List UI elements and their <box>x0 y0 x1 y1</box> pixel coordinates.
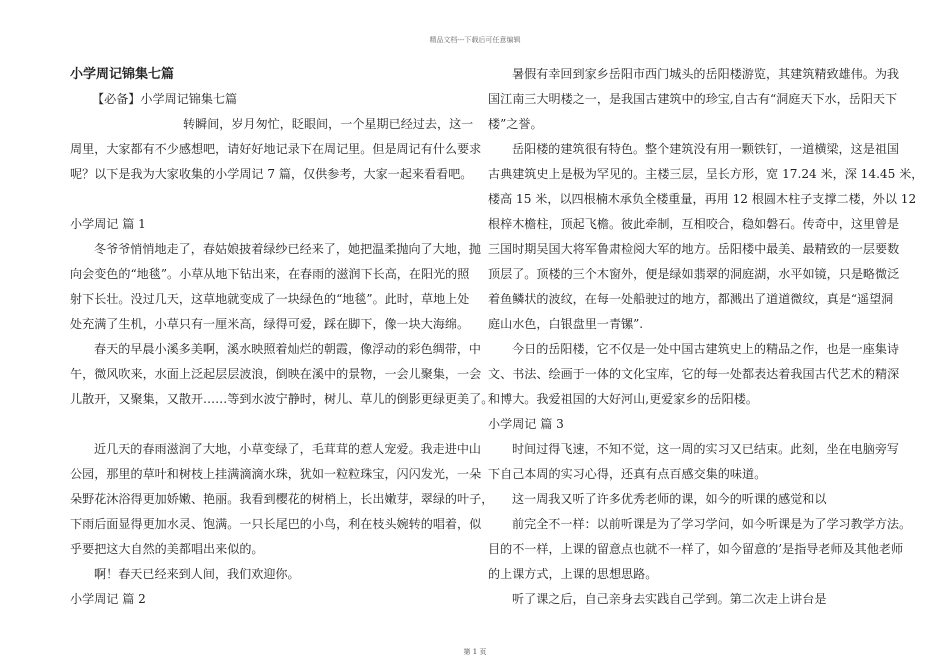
text-line: 转瞬间，岁月匆忙，眨眼间，一个星期已经过去，这一 <box>183 117 474 131</box>
text-line: 岳阳楼的建筑很有特色。整个建筑没有用一颗铁钉，一道横梁，这是祖国 <box>512 142 900 156</box>
text-line: 小学周记 篇 3 <box>488 417 564 431</box>
text-line: 根梓木檐柱，顶起飞檐。彼此牵制，互相咬合，稳如磐石。传奇中，这里曾是 <box>488 217 900 231</box>
text-line: 国江南三大明楼之一，是我国古建筑中的珍宝,自古有“洞庭天下水，岳阳天下 <box>488 92 898 106</box>
text-line: 啊！春天已经来到人间，我们欢迎你。 <box>94 567 300 581</box>
text-line: 公园，那里的草叶和树枝上挂满滴滴水珠，犹如一粒粒珠宝，闪闪发光，一朵 <box>70 467 482 481</box>
text-line: 春天的早晨小溪多美啊，溪水映照着灿烂的朝霞，像浮动的彩色绸带，中 <box>94 342 482 356</box>
text-line: 下雨后面显得更加水灵、饱满。一只长尾巴的小鸟，利在枝头婉转的唱着，似 <box>70 517 482 531</box>
document-title: 小学周记锦集七篇 <box>70 67 175 82</box>
text-line: 庭山水色，白银盘里一青镙”. <box>488 317 644 331</box>
text-line: 下自己本周的实习心得，还真有点百感交集的味道。 <box>488 467 767 481</box>
text-line: 着鱼鳞状的波纹，在每一处船驶过的地方，都溅出了道道微纹，真是“遥望洞 <box>488 292 894 306</box>
text-line: 呢？以下是我为大家收集的小学周记 7 篇，仅供参考，大家一起来看看吧。 <box>70 167 473 181</box>
page-header: 精品文档---下载后可任意编辑 <box>429 36 521 44</box>
text-line: 楼”之誉。 <box>488 117 543 131</box>
text-line: 乎要把这大自然的美都唱出来似的。 <box>70 542 264 556</box>
text-line: 楼高 15 米，以四根楠木承负全楼重量，再用 12 根圆木柱子支撑二楼，外以 12 <box>488 192 917 206</box>
text-line: 这一周我又听了许多优秀老师的课，如今的听课的感觉和以 <box>512 492 827 506</box>
text-line: 近几天的春雨滋润了大地，小草变绿了，毛茸茸的惹人宠爱。我走进中山 <box>94 442 482 456</box>
text-line: 三国时期吴国大将军鲁肃检阅大军的地方。岳阳楼中最美、最精致的一层要数 <box>488 242 900 256</box>
left-column <box>70 62 494 612</box>
blank-line <box>70 412 462 437</box>
text-line: 小学周记 篇 2 <box>70 592 146 606</box>
text-line: 听了课之后，自己亲身去实践自己学到。第二次走上讲台是 <box>512 592 827 606</box>
text-line: 文、书法、绘画于一体的文化宝库，它的每一处都表达着我国古代艺术的精深 <box>488 367 900 381</box>
text-line: 暑假有幸回到家乡岳阳市西门城头的岳阳楼游览，其建筑精致雄伟。为我 <box>512 67 900 81</box>
text-line: 的上课方式，上课的思想思路。 <box>488 567 658 581</box>
text-line: 古典建筑史上是极为罕见的。主楼三层，呈长方形，宽 17.24 米，深 14.45 米， <box>488 167 924 181</box>
text-line: 顶层了。顶楼的三个木窗外，便是绿如翡翠的洞庭湖，水平如镜，只是略微泛 <box>488 267 900 281</box>
right-column <box>488 62 924 612</box>
text-line: 今日的岳阳楼，它不仅是一处中国古建筑史上的精品之作，也是一座集诗 <box>512 342 900 356</box>
text-line: 周里，大家都有不少感想吧，请好好地记录下在周记里。但是周记有什么要求 <box>70 142 482 156</box>
text-line: 儿散开，又聚集，又散开……等到水波宁静时，树儿、草儿的倒影更绿更美了。 <box>70 392 494 406</box>
text-line: 午，微风吹来，水面上泛起层层波浪，倒映在溪中的景物，一会儿聚集，一会 <box>70 367 482 381</box>
text-line: 目的不一样，上课的留意点也就不一样了，如今留意的’是指导老师及其他老师 <box>488 542 904 556</box>
text-line: 射下长壮。没过几天，这草地就变成了一块绿色的“地毯”。此时，草地上处 <box>70 292 470 306</box>
text-line: 朵野花沐浴得更加娇嫩、艳丽。我看到樱花的树梢上，长出嫩芽，翠绿的叶子， <box>70 492 494 506</box>
text-line: 向会变色的“地毯”。小草从地下钻出来，在春雨的滋润下长高，在阳光的照 <box>70 267 470 281</box>
text-line: 小学周记 篇 1 <box>70 217 146 231</box>
text-line: 和博大。我爱祖国的大好河山,更爱家乡的岳阳楼。 <box>488 392 758 406</box>
text-line: 前完全不一样：以前听课是为了学习学问，如今听课是为了学习教学方法。 <box>512 517 912 531</box>
text-line: 【必备】小学周记锦集七篇 <box>92 92 238 106</box>
text-line: 时间过得飞速，不知不觉，这一周的实习又已结束。此刻，坐在电脑旁写 <box>512 442 900 456</box>
text-line: 冬爷爷悄悄地走了，春姑娘披着绿纱已经来了，她把温柔抛向了大地，抛 <box>94 242 482 256</box>
blank-line <box>70 187 462 212</box>
text-line: 处充满了生机，小草只有一厘米高，绿得可爱，踩在脚下，像一块大海绵。 <box>70 317 470 331</box>
page-footer: 第 1 页 <box>463 648 487 656</box>
